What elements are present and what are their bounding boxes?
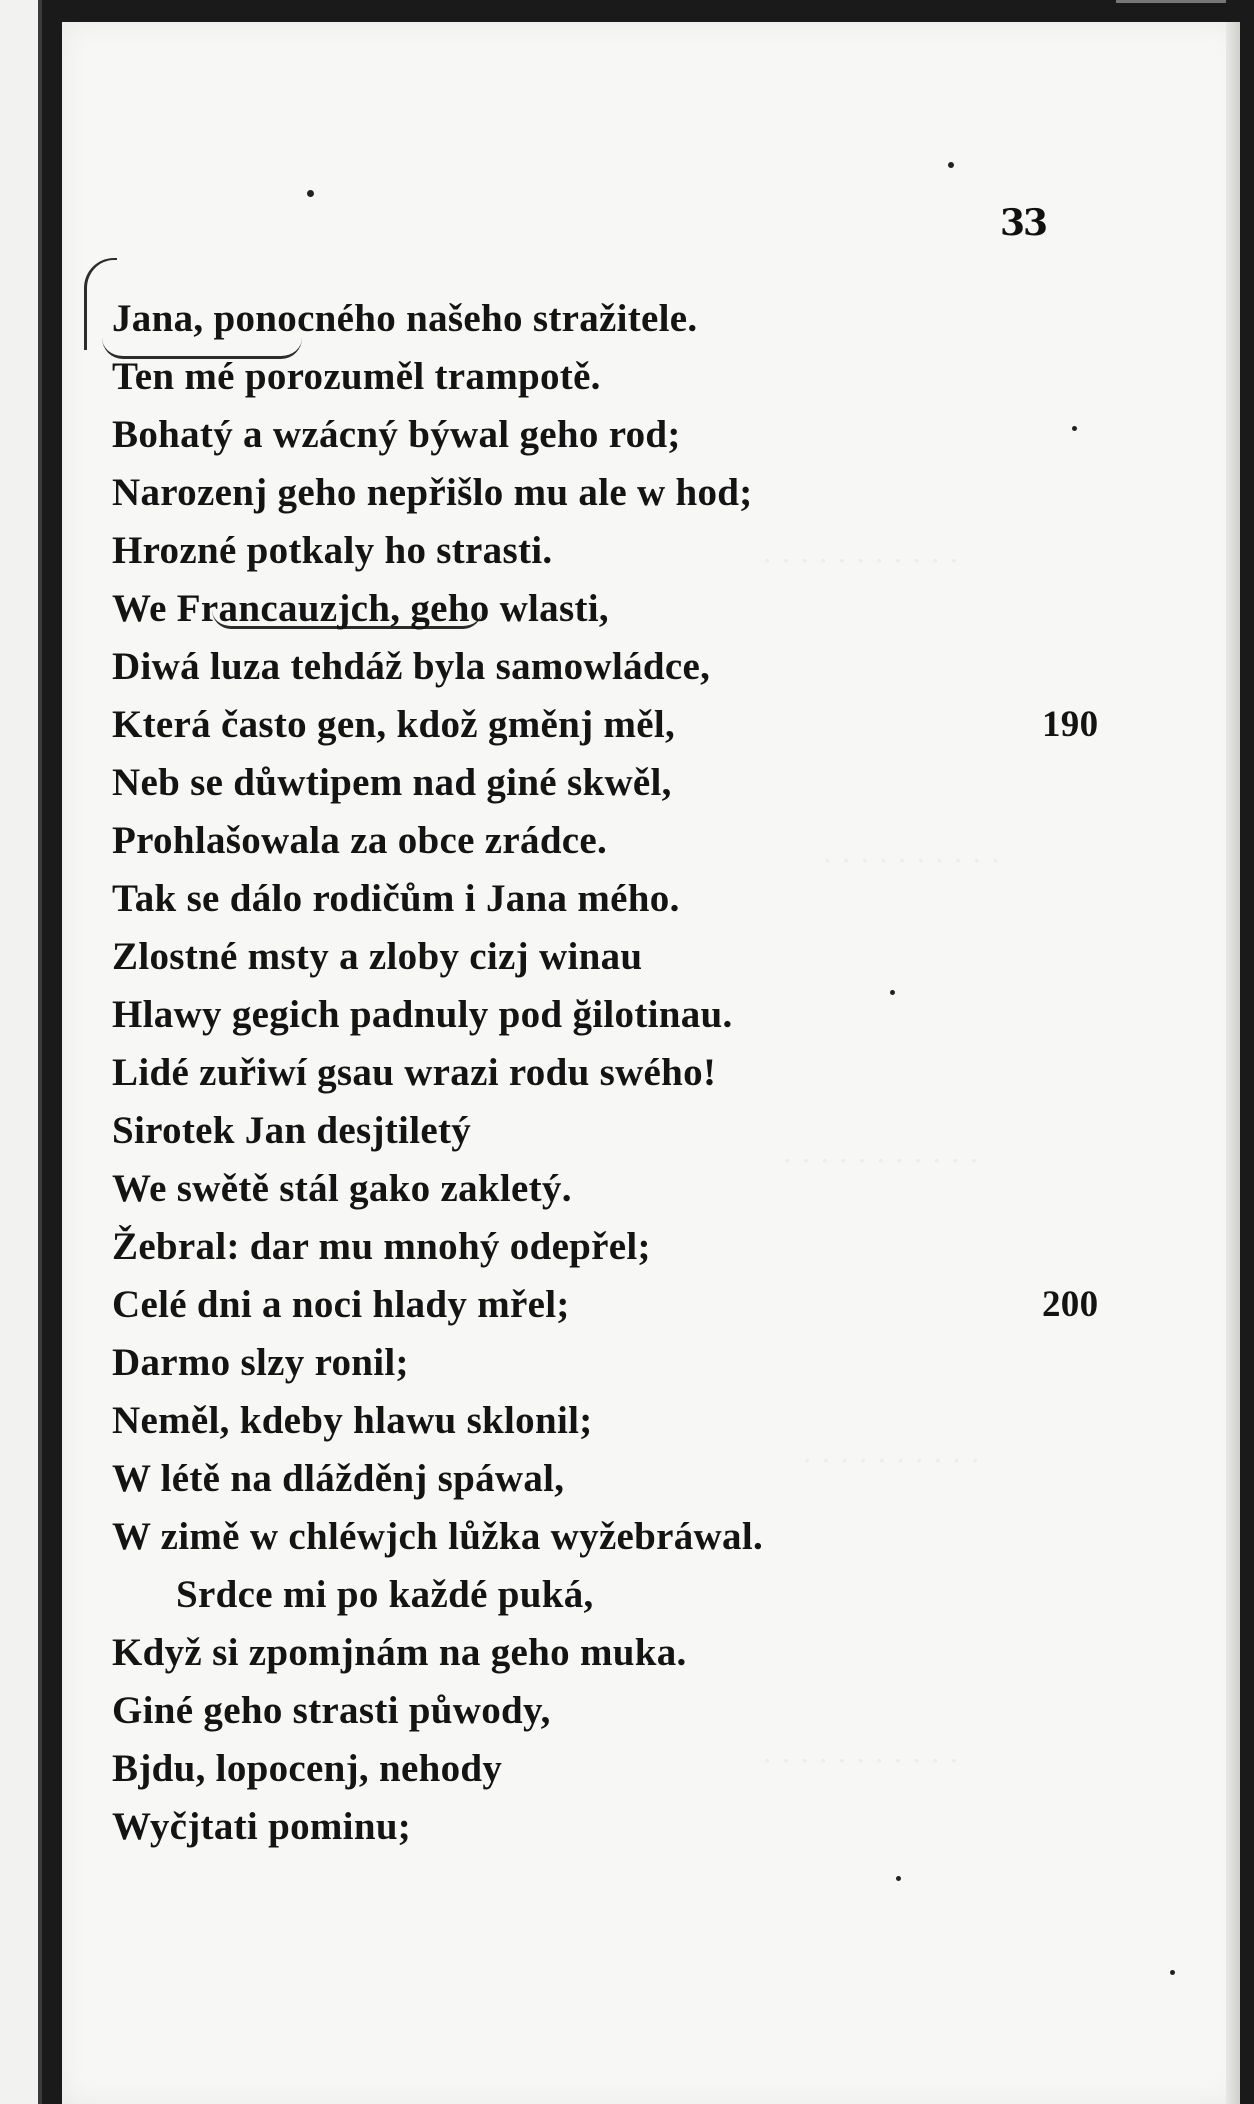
- verse-text: Narozenj geho nepřišlo mu ale w hod;: [112, 471, 753, 514]
- verse-line: [112, 1160, 1112, 1218]
- verse-line: [112, 406, 1112, 464]
- verse-line: [112, 464, 1112, 522]
- verse-line: [112, 1624, 1112, 1682]
- verse-line: [112, 522, 1112, 580]
- verse-line: [112, 754, 1112, 812]
- verse-text: Bohatý a wzácný býwal geho rod;: [112, 413, 681, 456]
- page-number: 33: [1000, 202, 1047, 244]
- verse-line: [112, 1508, 1112, 1566]
- verse-text: Žebral: dar mu mnohý odepřel;: [112, 1225, 651, 1268]
- verse-line: [112, 1798, 1112, 1856]
- verse-text: Diwá luza tehdáž byla samowládce,: [112, 645, 711, 688]
- verse-text: Neměl, kdeby hlawu sklonil;: [112, 1399, 593, 1442]
- verse-line: [112, 812, 1112, 870]
- gutter-shadow: [38, 0, 42, 2104]
- paper-speck: [1170, 1970, 1175, 1975]
- verse-line: [112, 1334, 1112, 1392]
- verse-text: Která často gen, kdož gměnj měl,: [112, 703, 676, 746]
- verse-line: [112, 1740, 1112, 1798]
- adjacent-page-edge: [0, 0, 38, 2104]
- verse-text: Jana, ponocného našeho stražitele.: [112, 297, 698, 340]
- verse-text: W zimě w chléwjch lůžka wyžebráwal.: [112, 1515, 764, 1558]
- verse-text: Bjdu, lopocenj, nehody: [112, 1747, 503, 1790]
- verse-text: Prohlašowala za obce zrádce.: [112, 819, 608, 862]
- verse-text: Tak se dálo rodičům i Jana mého.: [112, 877, 680, 920]
- verse-line: [112, 290, 1112, 348]
- verse-line: [112, 1392, 1112, 1450]
- verse-line: [112, 928, 1112, 986]
- verse-line: [112, 1218, 1112, 1276]
- verse-line: [112, 1102, 1112, 1160]
- verse-text: Hrozné potkaly ho strasti.: [112, 529, 553, 572]
- verse-line: [112, 1044, 1112, 1102]
- verse-text: We Francauzjch, geho wlasti,: [112, 587, 609, 630]
- verse-text: Giné geho strasti půwody,: [112, 1689, 551, 1732]
- verse-line: [112, 986, 1112, 1044]
- poem-text: [112, 290, 1112, 1856]
- verse-line: [112, 870, 1112, 928]
- verse-text: Zlostné msty a zloby cizj winau: [112, 935, 643, 978]
- verse-text: We swětě stál gako zakletý.: [112, 1167, 572, 1210]
- verse-text: Hlawy gegich padnuly pod ğilotinau.: [112, 993, 733, 1036]
- line-number: 190: [1042, 704, 1099, 745]
- verse-line: [112, 1682, 1112, 1740]
- verse-line: [112, 580, 1112, 638]
- verse-text: Celé dni a noci hlady mřel;: [112, 1283, 570, 1326]
- paper-speck: [896, 1876, 901, 1881]
- verse-text: Wyčjtati pominu;: [112, 1805, 412, 1848]
- verse-text: Ten mé porozuměl trampotě.: [112, 355, 601, 398]
- verse-line: [112, 1566, 1112, 1624]
- verse-line: [112, 348, 1112, 406]
- verse-text: W létě na dlážděnj spáwal,: [112, 1457, 565, 1500]
- verse-text: Lidé zuřiwí gsau wrazi rodu swého!: [112, 1051, 717, 1094]
- verse-line: [112, 1450, 1112, 1508]
- verse-text: Darmo slzy ronil;: [112, 1341, 409, 1384]
- paper-speck: [307, 190, 314, 197]
- verse-text: Srdce mi po každé puká,: [176, 1573, 594, 1616]
- line-number: 200: [1042, 1284, 1099, 1325]
- book-page: [62, 22, 1240, 2104]
- page-edge: [1226, 22, 1240, 2104]
- verse-line: [112, 1276, 1112, 1334]
- paper-speck: [948, 162, 954, 168]
- verse-text: Sirotek Jan desjtiletý: [112, 1109, 472, 1152]
- scan-edge-mark: [1116, 0, 1226, 3]
- verse-line: [112, 638, 1112, 696]
- verse-text: Když si zpomjnám na geho muka.: [112, 1631, 687, 1674]
- verse-line: [112, 696, 1112, 754]
- verse-text: Neb se důwtipem nad giné skwěl,: [112, 761, 672, 804]
